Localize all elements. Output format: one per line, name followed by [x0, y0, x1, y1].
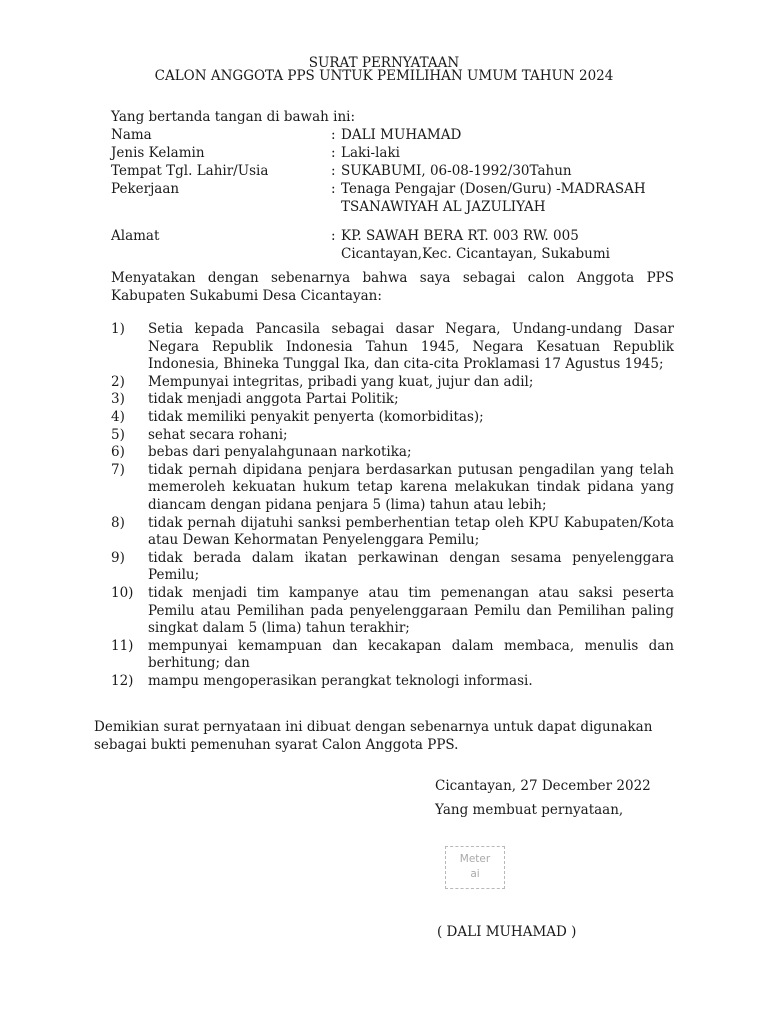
item-text: Mempunyai integritas, pribadi yang kuat, jujur dan adil; — [148, 373, 534, 390]
item-text: tidak berada dalam ikatan perkawinan dengan sesama penyelenggara Pemilu; — [148, 549, 674, 584]
item-text: tidak menjadi tim kampanye atau tim pemenangan atau saksi peserta Pemilu atau Pemilihan pada penyelenggaraan Pemilu dan Pemilihan paling singkat dalam 5 (lima) tahun terakhir; — [148, 584, 674, 637]
statement-text: Menyatakan dengan sebenarnya bahwa saya sebagai calon Anggota PPS Kabupaten Sukabumi Desa Cicantayan: — [111, 270, 674, 304]
item-number: 6) — [111, 444, 125, 461]
item-text: tidak memiliki penyakit penyerta (komorbiditas); — [148, 408, 484, 425]
field-label: Pekerjaan — [111, 181, 180, 197]
field-value: SUKABUMI, 06-08-1992/30Tahun — [341, 163, 572, 179]
field-value-continued: Cicantayan,Kec. Cicantayan, Sukabumi — [341, 246, 610, 262]
field-row-address-cont — [111, 245, 711, 263]
field-row-name — [111, 126, 711, 144]
item-text: mempunyai kemampuan dan kecakapan dalam membaca, menulis dan berhitung; dan — [148, 637, 674, 672]
item-number: 3) — [111, 391, 125, 408]
field-value: KP. SAWAH BERA RT. 003 RW. 005 — [341, 228, 579, 244]
signer-name: ( DALI MUHAMAD ) — [437, 924, 577, 940]
item-number: 5) — [111, 426, 125, 443]
field-row-address — [111, 227, 711, 245]
list-item — [111, 515, 674, 550]
field-value: DALI MUHAMAD — [341, 127, 462, 143]
field-separator: : — [331, 163, 336, 179]
list-item — [111, 673, 674, 691]
item-text: tidak pernah dipidana penjara berdasarkan putusan pengadilan yang telah memeroleh kekuatan hukum tetap karena melakukan tindak pidana yang diancam dengan pidana penjara 5 (lima) tahun atau lebih; — [148, 461, 674, 513]
item-number: 9) — [111, 549, 125, 566]
list-item — [111, 585, 674, 638]
item-text: bebas dari penyalahgunaan narkotika; — [148, 444, 412, 461]
item-number: 1) — [111, 321, 125, 337]
field-row-birth — [111, 162, 711, 180]
field-separator: : — [331, 228, 336, 244]
stamp-text-line2: ai — [470, 868, 480, 880]
item-text: mampu mengoperasikan perangkat teknologi informasi. — [148, 672, 533, 689]
field-label: Tempat Tgl. Lahir/Usia — [111, 163, 269, 179]
list-item — [111, 550, 674, 585]
field-row-gender — [111, 144, 711, 162]
field-separator: : — [331, 181, 336, 197]
list-item — [111, 462, 674, 515]
field-value-continued: TSANAWIYAH AL JAZULIYAH — [341, 199, 546, 215]
document-subtitle: CALON ANGGOTA PPS UNTUK PEMILIHAN UMUM TAHUN 2024 — [154, 68, 614, 84]
field-row-occupation — [111, 180, 711, 198]
document-title: SURAT PERNYATAAN — [308, 55, 460, 71]
place-date: Cicantayan, 27 December 2022 — [435, 778, 651, 794]
field-separator: : — [331, 145, 336, 161]
item-number: 12) — [111, 672, 134, 689]
item-number: 4) — [111, 408, 125, 425]
field-label: Alamat — [111, 228, 160, 244]
list-item — [111, 391, 674, 409]
list-item — [111, 444, 674, 462]
list-item — [111, 321, 674, 374]
list-item — [111, 409, 674, 427]
item-number: 11) — [111, 637, 134, 654]
field-label: Jenis Kelamin — [111, 145, 205, 161]
field-value: Laki-laki — [341, 145, 400, 161]
stamp-text-line1: Meter — [459, 853, 491, 865]
meterai-stamp-placeholder — [445, 846, 505, 889]
list-item — [111, 374, 674, 392]
field-value: Tenaga Pengajar (Dosen/Guru) -MADRASAH — [341, 181, 646, 197]
item-number: 10) — [111, 584, 134, 601]
requirements-list — [111, 321, 674, 690]
list-item — [111, 427, 674, 445]
intro-text: Yang bertanda tangan di bawah ini: — [111, 109, 356, 125]
field-row-occupation-cont — [111, 198, 711, 216]
list-item — [111, 638, 674, 673]
field-label: Nama — [111, 127, 152, 143]
item-number: 2) — [111, 373, 125, 390]
item-text: tidak pernah dijatuhi sanksi pemberhentian tetap oleh KPU Kabupaten/Kota atau Dewan Kehormatan Penyelenggara Pemilu; — [148, 514, 674, 549]
identity-fields — [111, 126, 711, 263]
item-number: 7) — [111, 461, 125, 478]
maker-label: Yang membuat pernyataan, — [435, 802, 624, 818]
closing-text: Demikian surat pernyataan ini dibuat dengan sebenarnya untuk dapat digunakan sebagai bukti pemenuhan syarat Calon Anggota PPS. — [94, 719, 653, 753]
item-text: tidak menjadi anggota Partai Politik; — [148, 391, 399, 408]
item-text: sehat secara rohani; — [148, 426, 288, 443]
item-text: Setia kepada Pancasila sebagai dasar Negara, Undang-undang Dasar Negara Republik Indonesia Tahun 1945, Negara Kesatuan Republik Indonesia, Bhineka Tunggal Ika, dan cita-cita Proklamasi 17 Agustus 1945; — [148, 321, 674, 373]
field-separator: : — [331, 127, 336, 143]
item-number: 8) — [111, 514, 125, 531]
